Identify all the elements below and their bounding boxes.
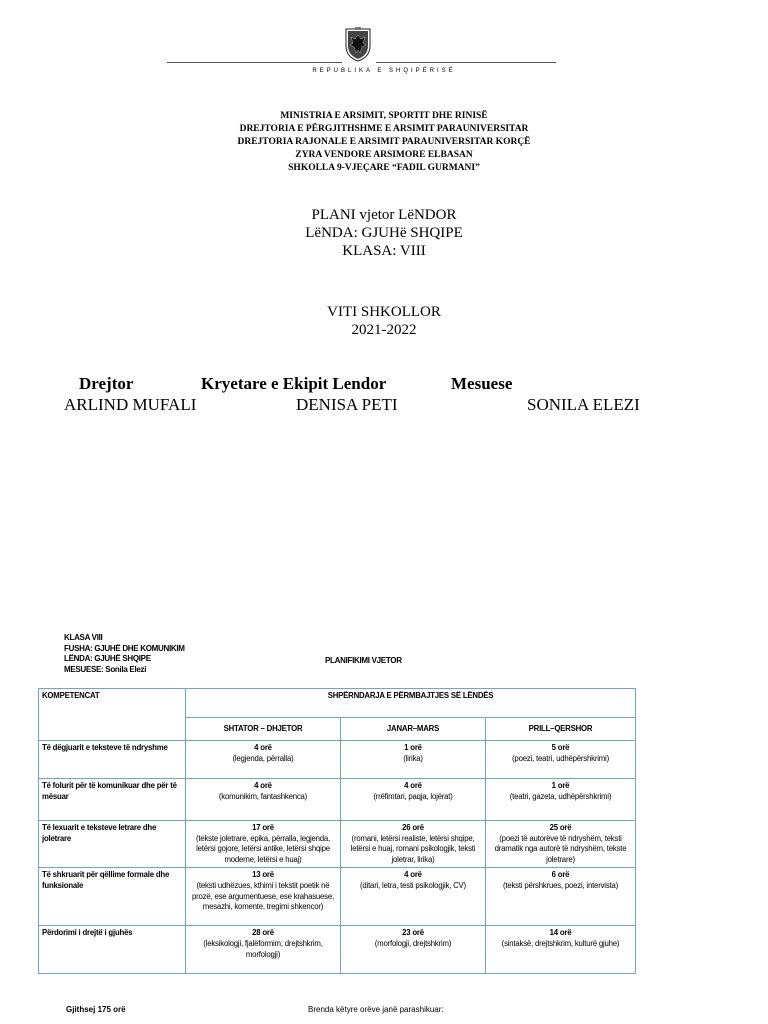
competence-label: Të lexuarit e teksteve letrare dhe joletrare (39, 821, 186, 868)
plan-meta (64, 633, 185, 675)
cell-hours: 4 orë (254, 781, 272, 790)
cell-desc: (leksikologji, fjalëformim, drejtshkrim, morfologji) (203, 938, 323, 959)
table-cell (486, 779, 636, 821)
eagle-crest-icon (343, 26, 373, 62)
table-cell (186, 779, 341, 821)
meta-teacher: MESUESE: Sonila Elezi (64, 664, 147, 674)
competence-label: Të dëgjuarit e teksteve të ndryshme (39, 741, 186, 779)
signatory-role-team-lead: Kryetare e Ekipit Lendor (201, 374, 387, 393)
competences-header: KOMPETENCAT (39, 689, 186, 741)
cell-desc: (lirika) (403, 753, 423, 763)
cell-desc: (poezi, teatri, udhëpërshkrimi) (512, 753, 609, 763)
table-cell (486, 868, 636, 926)
table-cell (186, 821, 341, 868)
table-cell (186, 868, 341, 926)
emblem-caption: REPUBLIKA E SHQIPËRISË (312, 68, 456, 74)
cell-hours: 23 orë (402, 928, 424, 938)
period-header: SHTATOR – DHJETOR (186, 718, 341, 741)
competence-label: Të folurit për të komunikuar dhe për të mësuar (39, 779, 186, 821)
annual-plan-table (38, 688, 636, 974)
table-row (39, 926, 636, 974)
cell-desc: (tekste joletrare, epika, përralla, legjenda, letërsi gojore, letërsi antike, letërsi shqipe moderne, letërsi e huaj) (195, 833, 331, 864)
cell-desc: (poezi të autorëve të ndryshëm, teksti dramatik nga autorë të ndryshëm, tekste joletrare) (494, 833, 627, 864)
cell-desc: (morfologji, drejtshkrim) (374, 938, 452, 948)
signatory-name-team-lead: DENISA PETI (296, 395, 398, 414)
table-cell (341, 779, 486, 821)
table-cell (486, 926, 636, 974)
cell-desc: (teatri, gazeta, udhëpërshkrimi) (509, 791, 612, 801)
table-row (39, 741, 636, 779)
annual-plan-title: PLANIFIKIMI VJETOR (325, 656, 402, 665)
distribution-header: SHPËRNDARJA E PËRMBAJTJES SË LËNDËS (186, 689, 636, 718)
total-hours: Gjithsej 175 orë (66, 1005, 126, 1014)
header-line: MINISTRIA E ARSIMIT, SPORTIT DHE RINISË (280, 111, 488, 121)
header-line: DREJTORIA RAJONALE E ARSIMIT PARAUNIVERSITAR KORÇË (237, 137, 531, 147)
cell-hours: 4 orë (404, 870, 422, 880)
cell-hours: 17 orë (252, 823, 274, 832)
period-header: PRILL–QERSHOR (486, 718, 636, 741)
competence-label: Të shkruarit për qëllime formale dhe funksionale (39, 868, 186, 926)
table-cell (486, 741, 636, 779)
plan-class-line: KLASA: VIII (342, 243, 426, 259)
table-header-row (39, 689, 636, 718)
table-cell (186, 741, 341, 779)
plan-title (0, 206, 768, 260)
cell-hours: 6 orë (551, 870, 570, 880)
cell-desc: (legjenda, përralla) (232, 753, 294, 763)
cell-hours: 14 orë (549, 928, 572, 938)
table-cell (341, 741, 486, 779)
cell-desc: (komunikim, fantashkenca) (218, 791, 308, 801)
period-header: JANAR–MARS (341, 718, 486, 741)
meta-field: FUSHA: GJUHË DHE KOMUNIKIM (64, 643, 185, 653)
cell-hours: 4 orë (404, 781, 422, 790)
signatory-name-director: ARLIND MUFALI (64, 395, 197, 414)
cell-hours: 25 orë (549, 823, 572, 832)
cell-desc: (rrëfimtari, paqja, lojërat) (373, 791, 453, 801)
table-row (39, 821, 636, 868)
meta-subject: LËNDA: GJUHË SHQIPE (64, 654, 151, 663)
cell-hours: 13 orë (252, 870, 274, 880)
signatory-name-teacher: SONILA ELEZI (527, 395, 640, 414)
footer-note: Brenda këtyre orëve janë parashikuar: (308, 1005, 444, 1014)
header-line: SHKOLLA 9-VJEÇARE “FADIL GURMANI” (288, 163, 480, 173)
cell-desc: (ditari, letra, testi psikologjik, CV) (360, 880, 466, 890)
school-year-label: VITI SHKOLLOR (327, 304, 441, 320)
table-cell (341, 868, 486, 926)
cell-desc: (teksti udhëzues, kthimi i tekstit poetik në prozë, ese argumentuese, ese krahasuese, mesazhi, komente, tregimi shkencor) (192, 880, 334, 912)
cell-desc: (sintaksë, drejtshkrim, kulturë gjuhe) (501, 938, 620, 948)
cell-hours: 4 orë (254, 743, 272, 752)
school-year-value: 2021-2022 (351, 322, 417, 338)
cell-hours: 28 orë (252, 928, 274, 938)
table-cell (341, 926, 486, 974)
header-line: ZYRA VENDORE ARSIMORE ELBASAN (295, 150, 473, 160)
table-cell (486, 821, 636, 868)
meta-class: KLASA VIII (64, 633, 103, 642)
table-cell (341, 821, 486, 868)
institution-header (0, 110, 768, 175)
school-year (0, 303, 768, 339)
cell-hours: 1 orë (551, 781, 570, 790)
cell-hours: 1 orë (404, 743, 422, 752)
cell-desc: (romani, letërsi realiste, letërsi shqipe, letërsi e huaj, romani psikologjik, teksti joletrar, lirika) (350, 833, 476, 864)
table-row (39, 779, 636, 821)
cell-desc: (teksti përshkrues, poezi, intervista) (502, 880, 619, 890)
signatory-role-teacher: Mesuese (451, 374, 513, 393)
table-cell (186, 926, 341, 974)
signatory-role-director: Drejtor (79, 374, 134, 393)
plan-subject-line: LëNDA: GJUHë SHQIPE (305, 225, 463, 241)
header-line: DREJTORIA E PËRGJITHSHME E ARSIMIT PARAUNIVERSITAR (239, 124, 529, 134)
cell-hours: 5 orë (551, 743, 570, 752)
table-row (39, 868, 636, 926)
competence-label: Përdorimi i drejtë i gjuhës (39, 926, 186, 974)
cell-hours: 26 orë (402, 823, 424, 832)
plan-title-line: PLANI vjetor LëNDOR (311, 207, 457, 223)
